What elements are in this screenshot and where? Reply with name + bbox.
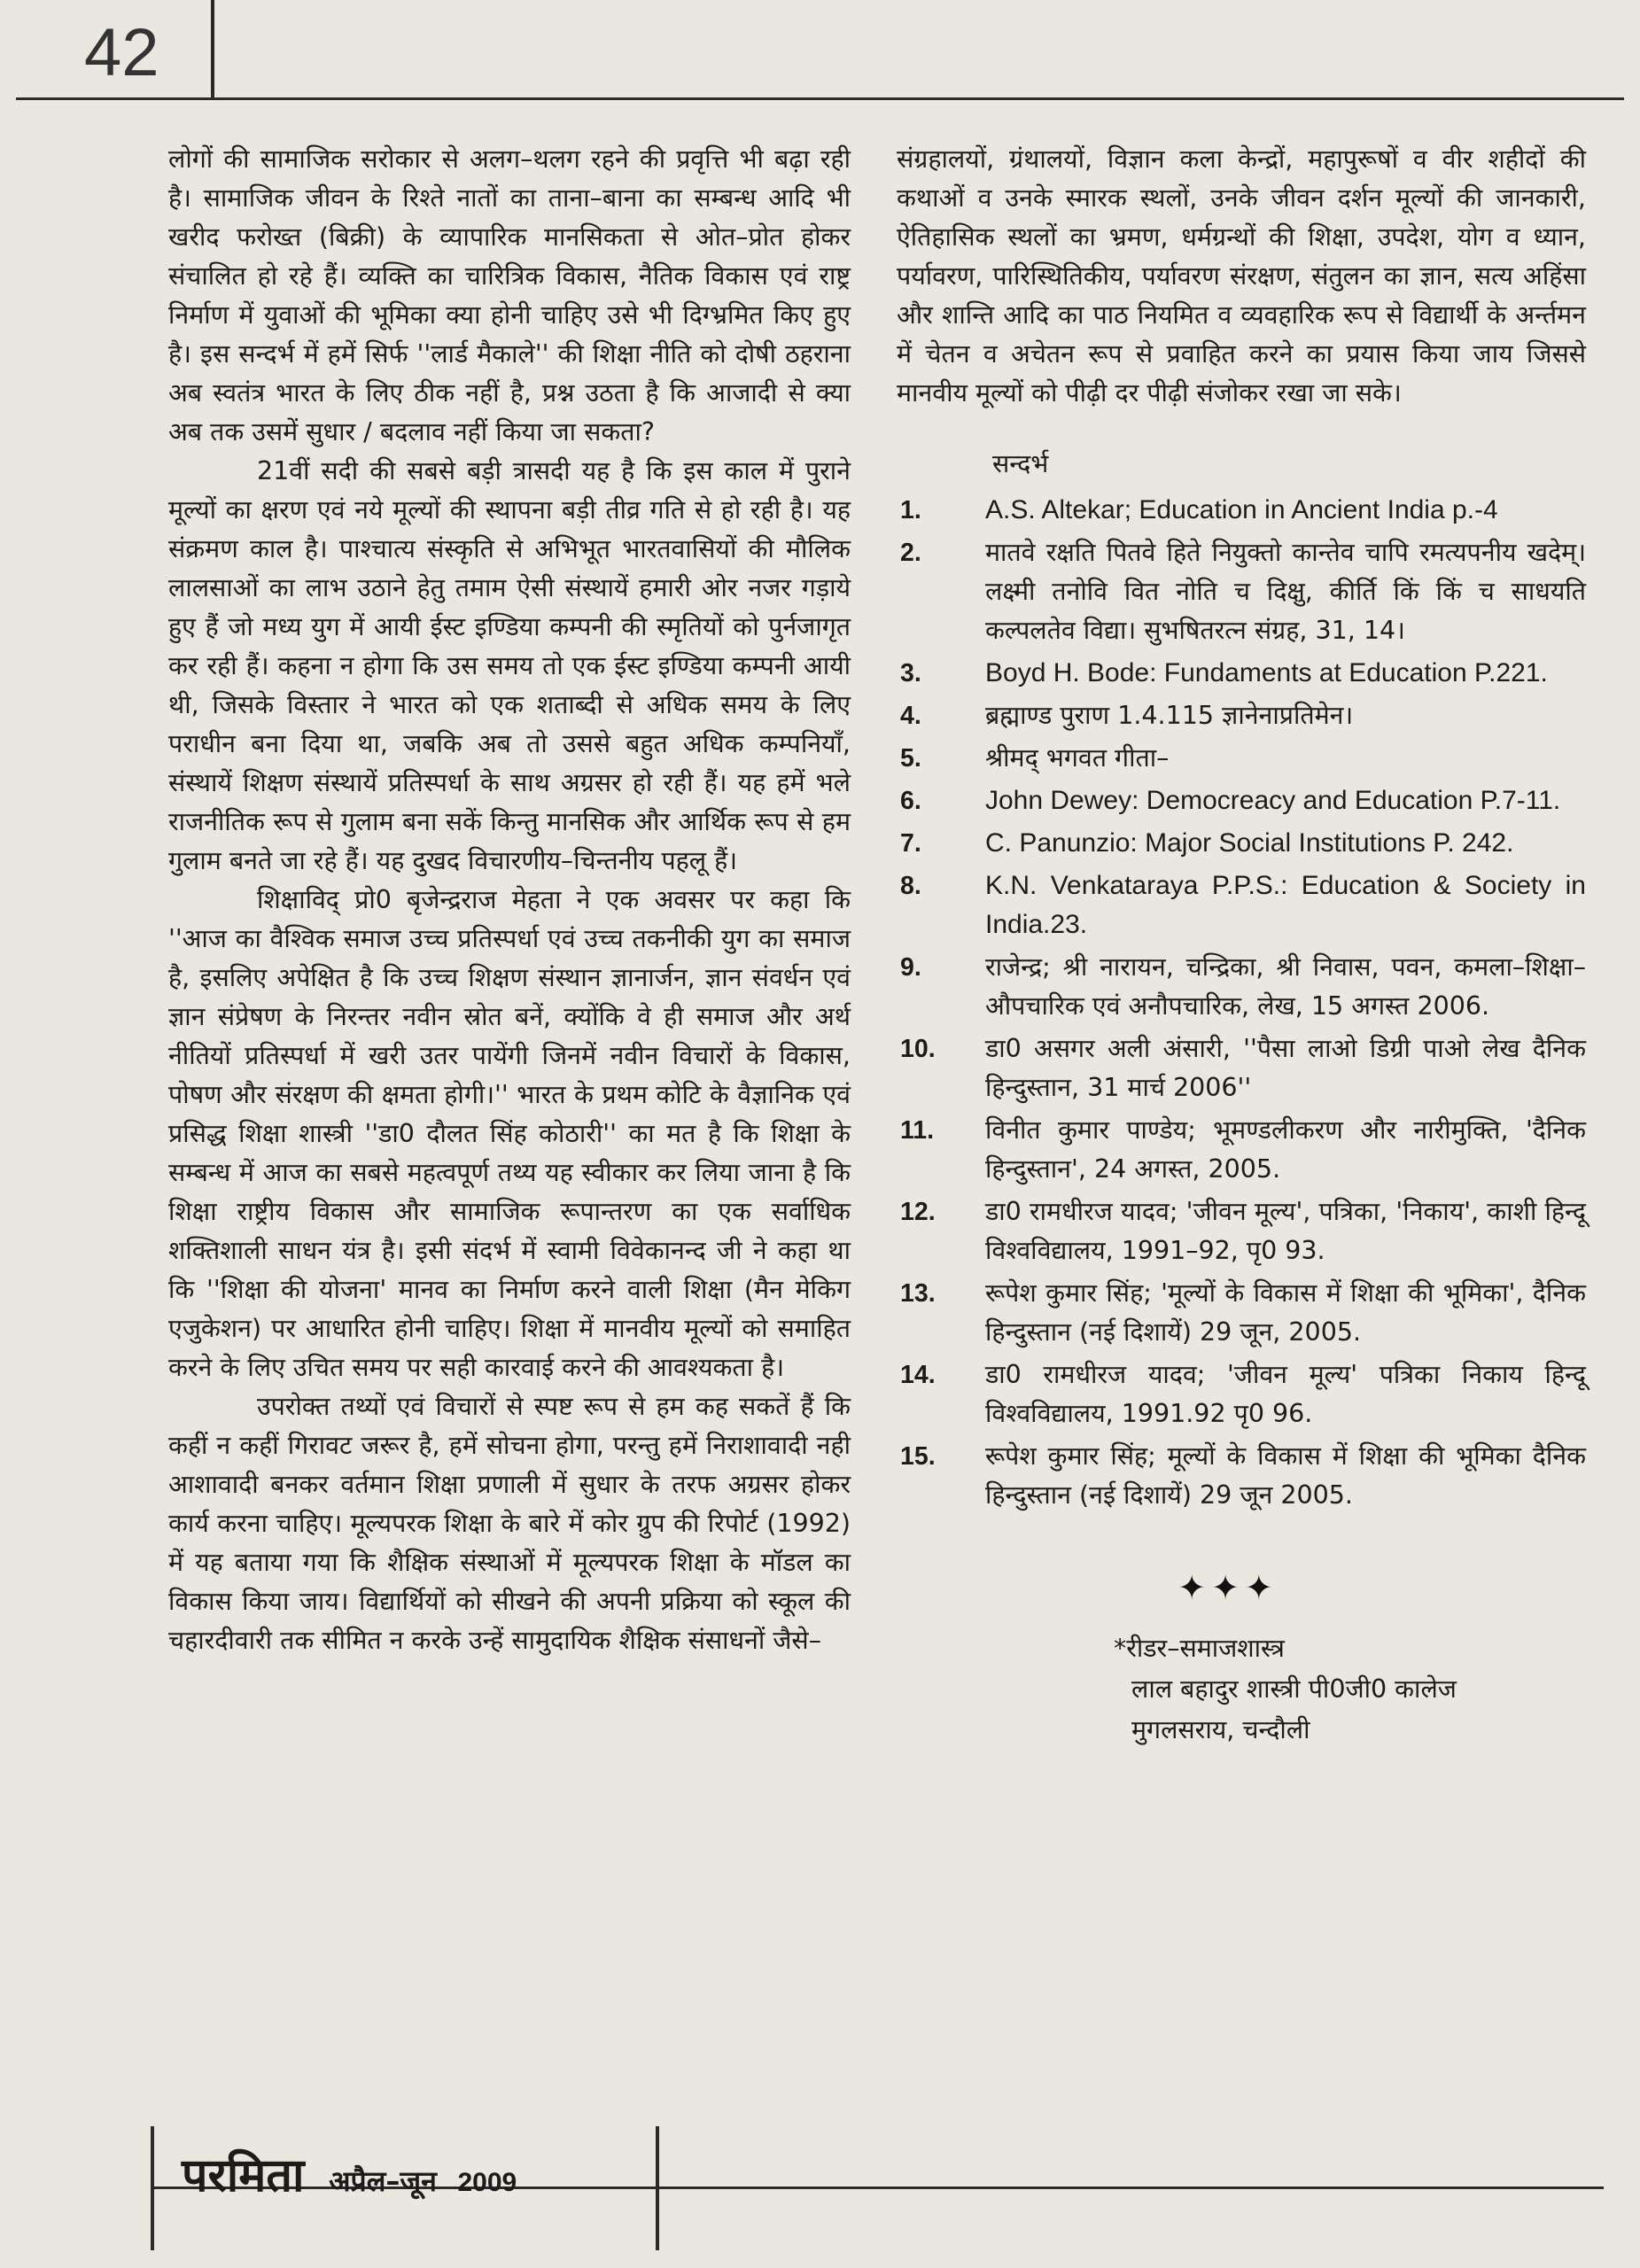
reference-number: 3. xyxy=(900,659,921,687)
reference-number: 10. xyxy=(900,1035,936,1063)
reference-text: C. Panunzio: Major Social Institutions P. 242. xyxy=(985,828,1514,858)
reference-number: 14. xyxy=(900,1361,936,1389)
reference-number: 7. xyxy=(900,829,921,858)
author-role: *रीडर–समाजशास्त्र xyxy=(1114,1634,1285,1663)
footer-divider-vertical xyxy=(151,2126,154,2250)
reference-item xyxy=(897,1355,1586,1433)
paragraph: उपरोक्त तथ्यों एवं विचारों से स्पष्ट रूप से हम कह सकतें हैं कि कहीं न कहीं गिरावट जरूर है, हमें सोचना होगा, परन्तु हमें निराशावादी नही आशावादी बनकर वर्तमान शिक्षा प्रणाली में सुधार के तरफ अग्रसर होकर कार्य करना चाहिए। मूल्यपरक शिक्षा के बारे में कोर ग्रुप की रिपोर्ट (1992) में यह बताया गया कि शैक्षिक संस्थाओं में मूल्यपरक शिक्षा के मॉडल का विकास किया जाय। विद्यार्थियों को सीखने की अपनी प्रक्रिया को स्कूल की चहारदीवारी तक सीमित न करके उन्हें सामुदायिक शैक्षिक संसाधनों जैसे– xyxy=(168,1392,851,1655)
paragraph: संग्रहालयों, ग्रंथालयों, विज्ञान कला केन्द्रों, महापुरूषों व वीर शहीदों की कथाओं व उनके स्मारक स्थलों, उनके जीवन दर्शन मूल्यों की जानकारी, ऐतिहासिक स्थलों का भ्रमण, धर्मग्रन्थों की शिक्षा, उपदेश, योग व ध्यान, पर्यावरण, पारिस्थितिकीय, पर्यावरण संरक्षण, संतुलन का ज्ञान, सत्य अहिंसा और शान्ति आदि का पाठ नियमित व व्यवहारिक रूप से विद्यार्थी के अर्न्तमन में चेतन व अचेतन रूप से प्रवाहित करने का प्रयास किया जाय जिससे मानवीय मूल्यों को पीढ़ी दर पीढ़ी संजोकर रखा जा सके। xyxy=(897,144,1586,408)
left-column xyxy=(168,140,851,1660)
reference-item xyxy=(897,739,1586,778)
reference-text: ब्रह्माण्ड पुराण 1.4.115 ज्ञानेनाप्रतिमेन। xyxy=(985,701,1354,730)
reference-text: A.S. Altekar; Education in Ancient India p.-4 xyxy=(985,495,1498,524)
footer xyxy=(182,2142,517,2205)
paragraph: लोगों की सामाजिक सरोकार से अलग–थलग रहने की प्रवृत्ति भी बढ़ा रही है। सामाजिक जीवन के रिश्ते नातों का ताना–बाना का सम्बन्ध आदि भी खरीद फरोख्त (बिक्री) के व्यापारिक मानसिकता से ओत–प्रोत होकर संचालित हो रहे हैं। व्यक्ति का चारित्रिक विकास, नैतिक विकास एवं राष्ट्र निर्माण में युवाओं की भूमिका क्या होनी चाहिए उसे भी दिग्भ्रमित किए हुए है। इस सन्दर्भ में हमें सिर्फ ''लार्ड मैकाले'' की शिक्षा नीति को दोषी ठहराना अब स्वतंत्र भारत के लिए ठीक नहीं है, प्रश्न उठता है कि आजादी से क्या अब तक उसमें सुधार / बदलाव नहीं किया जा सकता? xyxy=(168,144,851,447)
reference-text: विनीत कुमार पाण्डेय; भूमण्डलीकरण और नारीमुक्ति, 'दैनिक हिन्दुस्तान', 24 अगस्त, 2005. xyxy=(985,1115,1586,1184)
footer-divider-vertical xyxy=(656,2126,659,2250)
reference-item xyxy=(897,1274,1586,1352)
star-ornament-icon: ✦✦✦ xyxy=(1178,1568,1279,1607)
reference-number: 5. xyxy=(900,744,921,773)
reference-text: John Dewey: Democreacy and Education P.7-11. xyxy=(985,786,1561,815)
reference-text: रूपेश कुमार सिंह; 'मूल्यों के विकास में शिक्षा की भूमिका', दैनिक हिन्दुस्तान (नई दिशायें) 29 जून, 2005. xyxy=(985,1278,1586,1347)
reference-number: 4. xyxy=(900,702,921,730)
reference-text: डा0 असगर अली अंसारी, ''पैसा लाओ डिग्री पाओ लेख दैनिक हिन्दुस्तान, 31 मार्च 2006'' xyxy=(985,1034,1586,1102)
reference-item xyxy=(897,1111,1586,1189)
references-heading: सन्दर्भ xyxy=(992,449,1049,478)
reference-number: 8. xyxy=(900,872,921,900)
author-affiliation xyxy=(1114,1628,1586,1751)
page-number: 42 xyxy=(84,15,159,90)
reference-text: मातवे रक्षति पितवे हिते नियुक्तो कान्तेव चापि रमत्यपनीय खदेम्। लक्ष्मी तनोवि वित नोति च दिक्षु, कीर्ति किं किं च साधयति कल्पलतेव विद्या। सुभषितरत्न संग्रह, 31, 14। xyxy=(985,538,1586,645)
author-college: लाल बहादुर शास्त्री पी0जी0 कालेज xyxy=(1131,1674,1457,1704)
reference-text: डा0 रामधीरज यादव; 'जीवन मूल्य', पत्रिका, 'निकाय', काशी हिन्दू विश्वविद्यालय, 1991–92, पृ0 93. xyxy=(985,1197,1586,1265)
paragraph: 21वीं सदी की सबसे बड़ी त्रासदी यह है कि इस काल में पुराने मूल्यों का क्षरण एवं नये मूल्यों की स्थापना बड़ी तीव्र गति से हो रही है। यह संक्रमण काल है। पाश्चात्य संस्कृति से अभिभूत भारतवासियों की मौलिक लालसाओं का लाभ उठाने हेतु तमाम ऐसी संस्थायें हमारी ओर नजर गड़ाये हुए हैं जो मध्य युग में आयी ईस्ट इण्डिया कम्पनी की स्मृतियों को पुर्नजागृत कर रही हैं। कहना न होगा कि उस समय तो एक ईस्ट इण्डिया कम्पनी आयी थी, जिसके विस्तार ने भारत को एक शताब्दी से अधिक समय के लिए पराधीन बना दिया था, जबकि अब तो उससे बहुत अधिक कम्पनियाँ, संस्थायें शिक्षण संस्थायें प्रतिस्पर्धा के साथ अग्रसर हो रही हैं। यह हमें भले राजनीतिक रूप से गुलाम बना सकें किन्तु मानसिक और आर्थिक रूप से हम गुलाम बनते जा रहे हैं। यह दुखद विचारणीय–चिन्तनीय पहलू हैं। xyxy=(168,456,851,875)
issue-months: अप्रैल–जून xyxy=(329,2164,437,2198)
reference-item xyxy=(897,866,1586,944)
reference-text: K.N. Venkataraya P.P.S.: Education & Society in India.23. xyxy=(985,871,1586,939)
reference-item xyxy=(897,1029,1586,1107)
reference-item xyxy=(897,696,1586,735)
reference-number: 9. xyxy=(900,953,921,982)
reference-item xyxy=(897,1437,1586,1515)
issue-year: 2009 xyxy=(457,2168,517,2197)
reference-number: 13. xyxy=(900,1279,936,1308)
header-divider xyxy=(16,97,1624,100)
reference-text: Boyd H. Bode: Fundaments at Education P.221. xyxy=(985,658,1548,687)
reference-item xyxy=(897,654,1586,693)
reference-number: 6. xyxy=(900,787,921,815)
reference-text: राजेन्द्र; श्री नारायन, चन्द्रिका, श्री निवास, पवन, कमला–शिक्षा–औपचारिक एवं अनौपचारिक, लेख, 15 अगस्त 2006. xyxy=(985,952,1586,1021)
reference-item xyxy=(897,781,1586,820)
reference-number: 2. xyxy=(900,539,921,567)
reference-item xyxy=(897,533,1586,650)
header-divider-vertical xyxy=(211,0,214,99)
reference-item xyxy=(897,491,1586,530)
reference-number: 12. xyxy=(900,1198,936,1226)
reference-text: डा0 रामधीरज यादव; 'जीवन मूल्य' पत्रिका निकाय हिन्दू विश्वविद्यालय, 1991.92 पृ0 96. xyxy=(985,1360,1586,1428)
author-place: मुगलसराय, चन्दौली xyxy=(1131,1715,1310,1744)
reference-number: 11. xyxy=(900,1116,935,1145)
reference-item xyxy=(897,1192,1586,1270)
reference-item xyxy=(897,948,1586,1026)
reference-item xyxy=(897,824,1586,863)
reference-number: 1. xyxy=(900,496,921,524)
paragraph: शिक्षाविद् प्रो0 बृजेन्द्रराज मेहता ने एक अवसर पर कहा कि ''आज का वैश्विक समाज उच्च प्रतिस्पर्धा एवं उच्च तकनीकी युग का समाज है, इसलिए अपेक्षित है कि उच्च शिक्षण संस्थान ज्ञानार्जन, ज्ञान संवर्धन एवं ज्ञान संप्रेषण के निरन्तर नवीन स्रोत बनें, क्योंकि वे ही समाज और अर्थ नीतियों प्रतिस्पर्धा में खरी उतर पायेंगी जिनमें नवीन विचारों के विकास, पोषण और संरक्षण की क्षमता होगी।'' भारत के प्रथम कोटि के वैज्ञानिक एवं प्रसिद्ध शिक्षा शास्त्री ''डा0 दौलत सिंह कोठारी'' का मत है कि शिक्षा के सम्बन्ध में आज का सबसे महत्वपूर्ण तथ्य यह स्वीकार कर लिया जाना है कि शिक्षा राष्ट्रीय विकास और सामाजिक रूपान्तरण का एक सर्वाधिक शक्तिशाली साधन यंत्र है। इसी संदर्भ में स्वामी विवेकानन्द जी ने कहा था कि ''शिक्षा की योजना' मानव का निर्माण करने वाली शिक्षा (मैन मेकिग एजुकेशन) पर आधारित होनी चाहिए। शिक्षा में मानवीय मूल्यों को समाहित करने के लिए उचित समय पर सही कारवाई करने की आवश्यकता है। xyxy=(168,885,851,1382)
reference-text: श्रीमद् भगवत गीता– xyxy=(985,743,1170,773)
right-column xyxy=(897,140,1586,1751)
references-list xyxy=(897,491,1586,1515)
magazine-title: परमिता xyxy=(182,2149,305,2202)
reference-text: रूपेश कुमार सिंह; मूल्यों के विकास में शिक्षा की भूमिका दैनिक हिन्दुस्तान (नई दिशायें) 29 जून 2005. xyxy=(985,1441,1586,1510)
reference-number: 15. xyxy=(900,1442,936,1471)
